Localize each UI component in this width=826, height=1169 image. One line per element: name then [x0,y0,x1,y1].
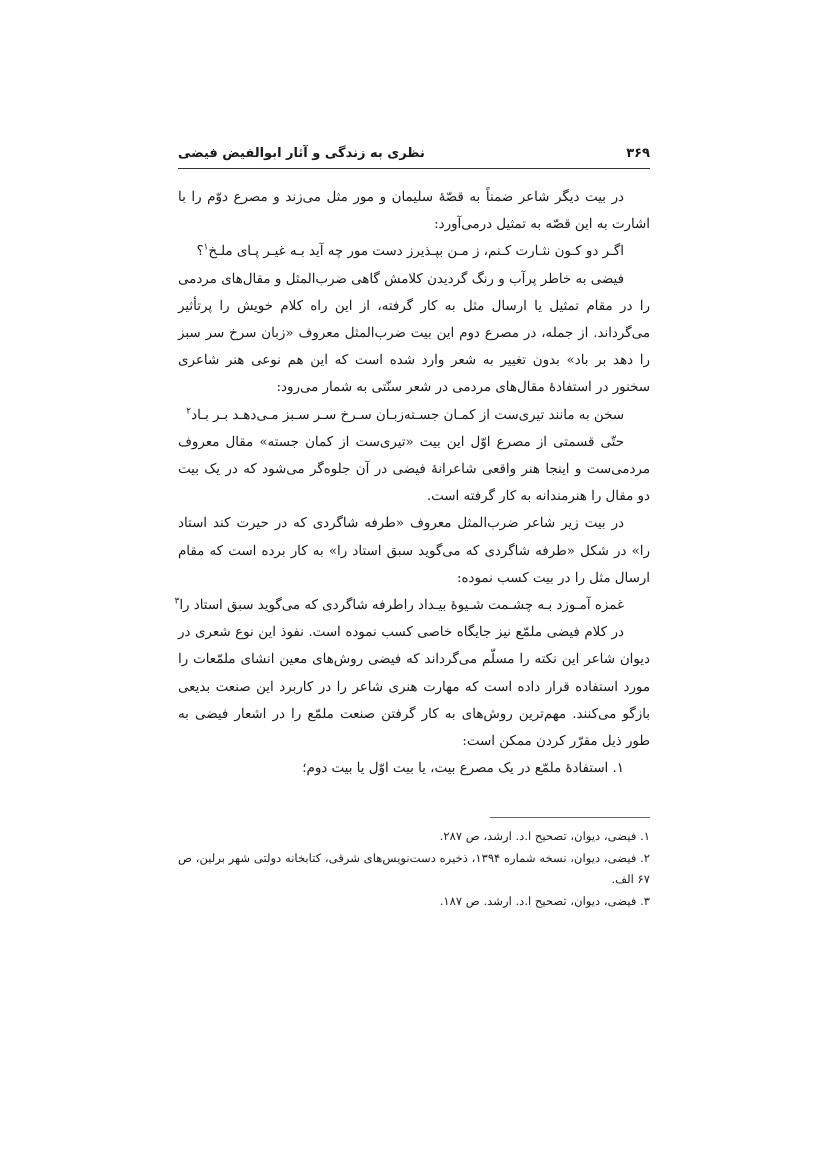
verse-2-hemistich-2-wrap [186,402,404,429]
verse-1-hemistich-2: ز دست مور چه آید بـه غیـر پـای ملـخ [208,244,414,260]
verse-3-hemistich-2-wrap [174,592,403,619]
verse-3-hemistich-1: غمزه آمـوزد بـه چشـمت شـیوهٔ بیـداد را [403,598,624,614]
paragraph-5: در کلام فیضی ملمّع نیز جایگاه خاصی کسب نموده است. نفوذ این نوع شعری در دیوان شاعر این نکته را مسلّم می‌گرداند که فیضی روش‌های معین انشای ملمّعات را مورد استفاده قرار داده است که مهارت هنری شاعر را در کاربرد این صنعت بدیعی بازگو می‌کنند. مهم‌ترین روش‌های به کار گرفتن صنعت ملمّع را در اشعار فیضی به طور ذیل مقرّر کردن ممکن است: [178,625,650,750]
footnote-ref-1[interactable]: ۱ [203,242,209,253]
verse-1 [178,238,650,265]
paragraph-1: در بیت دیگر شاعر ضمناً به قصّهٔ سلیمان و مور مثل می‌زند و مصرع دوّم را با اشارت به این قصّه به تمثیل درمی‌آورد: [178,190,650,233]
footnotes [178,826,650,912]
page-number: ۳۶۹ [626,145,650,161]
footnote-divider [490,817,650,818]
footnote-2: ۲. فیضی، دیوان، نسخه شماره ۱۳۹۴، ذخیره دست‌نویس‌های شرقی، کتابخانه دولتی شهر برلین، ص ۶۷ الف. [178,850,650,887]
footnote-ref-3[interactable]: ۳ [174,596,180,607]
paragraph-3: حتّی قسمتی از مصرع اوّل این بیت «تیری‌ست از کمان جسته» مقال معروف مردمی‌ست و اینجا هنر واقعی شاعرانهٔ فیضی در آن جلوه‌گر می‌شود که در یک بیت دو مقال را هنرمندانه به کار گرفته است. [178,434,650,505]
verse-3-hemistich-2: طرفه شاگردی که می‌گوید سبق استاد را [179,598,404,614]
list-item-1: ۱. استفادهٔ ملمّع در یک مصرع بیت، یا بیت اوّل یا بیت دوم؛ [302,761,624,777]
running-title: نظری به زندگی و آثار ابوالفیض فیضی [178,145,425,161]
verse-2 [178,402,650,429]
verse-1-end: ؟ [196,244,204,260]
book-page [174,0,650,1169]
running-header [178,142,650,164]
footnote-3: ۳. فیضی، دیوان، تصحیح ا.د. ارشد. ص ۱۸۷. [439,893,650,908]
verse-1-hemistich-2-wrap [196,238,413,265]
footnote-1: ۱. فیضی، دیوان، تصحیح ا.د. ارشد، ص ۲۸۷. [439,829,650,843]
verse-2-hemistich-1: سخن به مانند تیری‌ست از کمـان جسـته [403,407,624,423]
paragraph-4: در بیت زیر شاعر ضرب‌المثل معروف «طرفه شاگردی که در حیرت کند استاد را» در شکل «طرفه شاگردی که می‌گوید سبق استاد را» به کار برده است که مقام ارسال مثل را در بیت کسب نموده: [178,516,650,586]
verse-3 [174,592,650,619]
main-text [174,184,650,782]
verse-2-hemistich-2: زبـان سـرخ سـر سـبز مـی‌دهـد بـر بـاد [191,407,404,423]
verse-1-hemistich-1: اگـر دو کـون نثـارت کـنم، ز مـن بپـذیر [413,244,624,260]
header-divider [178,168,650,169]
footnote-ref-2[interactable]: ۲ [186,406,192,417]
paragraph-2: فیضی به خاطر پرآب و رنگ گردیدن کلامش گاهی ضرب‌المثل و مقال‌های مردمی را در مقام تمثیل یا ارسال مثل به کار گرفته، از این راه کلام خویش را پرتأثیر می‌گرداند. از جمله، در مصرع دوم این بیت ضرب‌المثل معروف «زبان سرخ سر سبز را دهد بر باد» بدون تغییر به شعر وارد شده است که این هم نوعی هنر شاعری سخنور در استفادهٔ مقال‌های مردمی در شعر سنّتی به شمار می‌رود: [178,271,650,396]
